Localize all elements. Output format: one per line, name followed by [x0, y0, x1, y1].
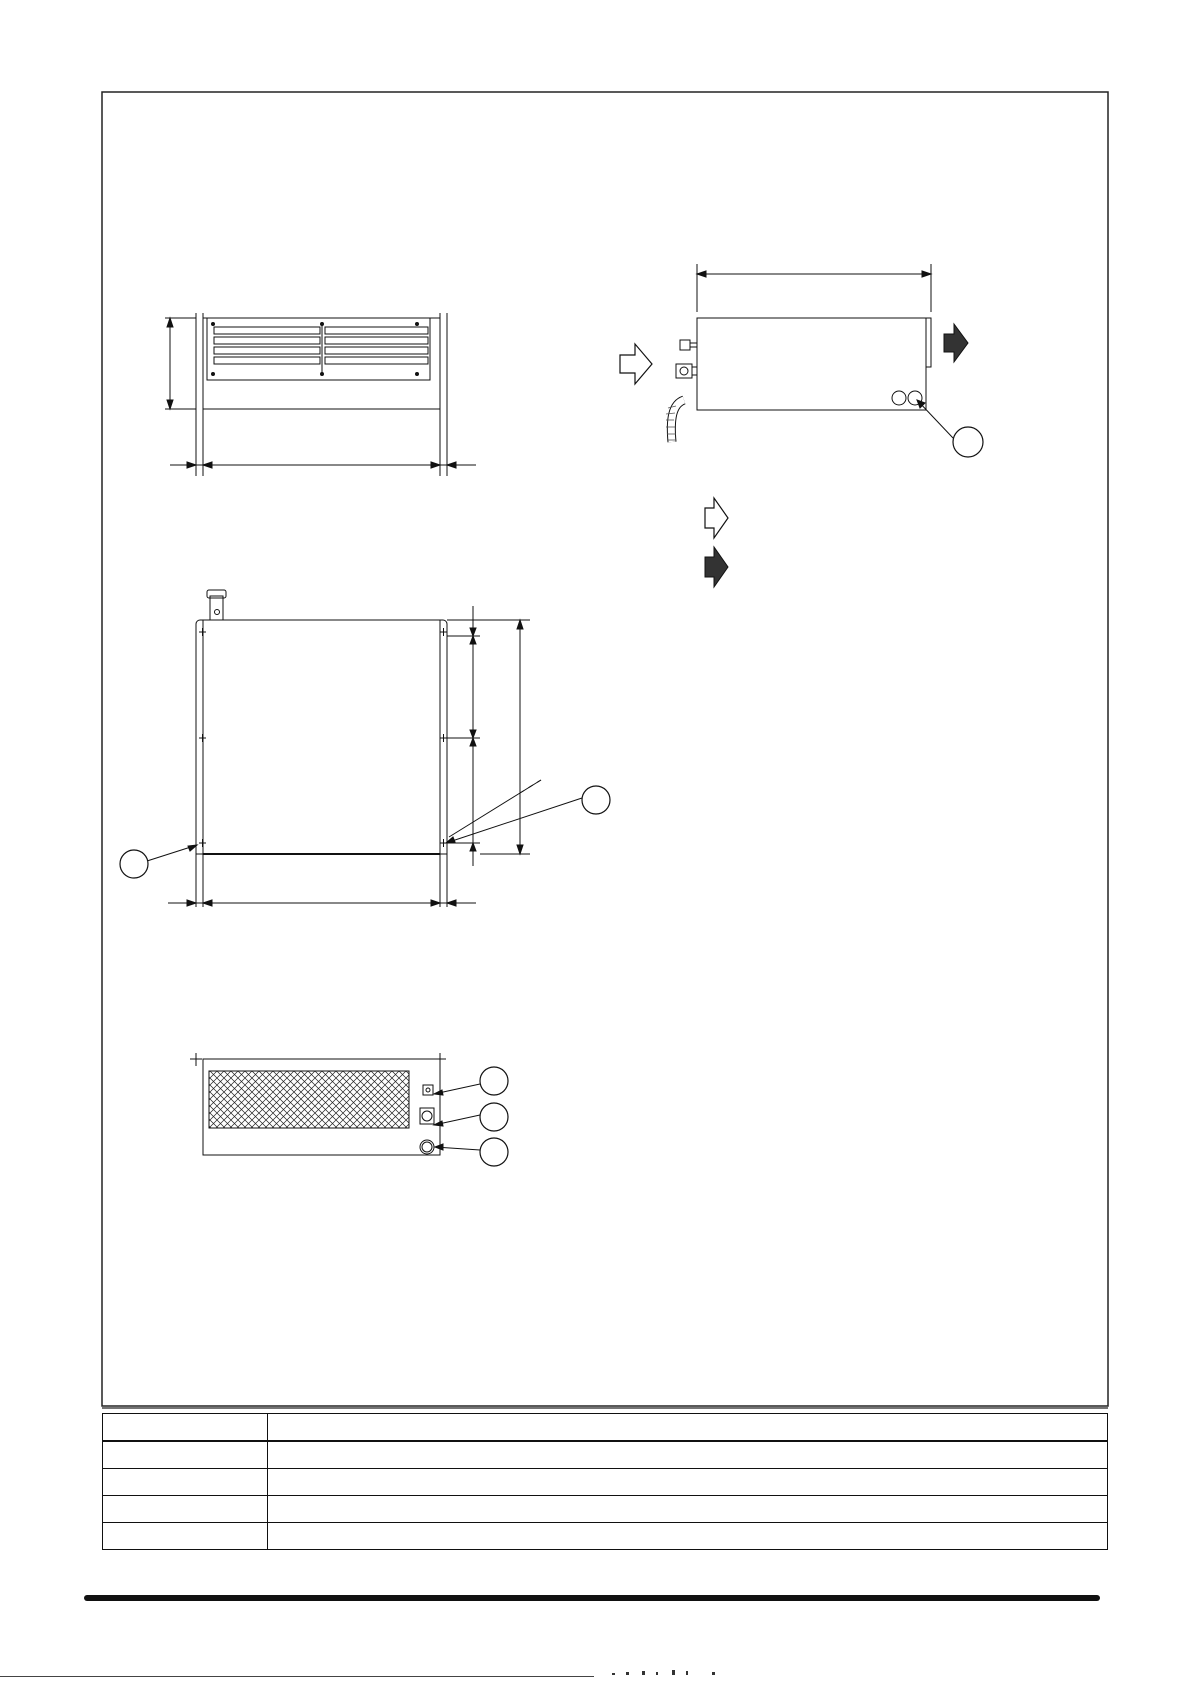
drawing-frame [102, 92, 1108, 1406]
front-view [165, 313, 476, 476]
table-cell [268, 1469, 1108, 1496]
parts-table [102, 1413, 1108, 1550]
page-footer-rule [84, 1595, 1100, 1601]
table-cell [103, 1441, 268, 1469]
balloon-rear-left [120, 850, 148, 878]
table-cell [103, 1414, 268, 1442]
balloon-rear-right [582, 786, 610, 814]
table-cell [268, 1441, 1108, 1469]
table-cell [268, 1496, 1108, 1523]
balloon-bottom-3 [480, 1138, 508, 1166]
table-row [103, 1441, 1108, 1469]
bottom-view [190, 1053, 480, 1155]
side-view [666, 264, 953, 442]
table-cell [103, 1523, 268, 1550]
table-cell [103, 1469, 268, 1496]
balloon-bottom-2 [480, 1103, 508, 1131]
table-cell [268, 1523, 1108, 1550]
table-cell [103, 1496, 268, 1523]
page-bottom-edge [0, 1676, 594, 1677]
table-row [103, 1496, 1108, 1523]
balloon-bottom-1 [480, 1067, 508, 1095]
legend-outlet-arrow-icon [705, 547, 728, 587]
page-bottom-marks [612, 1667, 730, 1679]
rear-view [147, 590, 582, 907]
air-inlet-arrow-icon [620, 344, 652, 384]
table-header-row [103, 1414, 1108, 1442]
table-row [103, 1469, 1108, 1496]
table-cell [268, 1414, 1108, 1442]
legend-inlet-arrow-icon [705, 498, 728, 538]
table-row [103, 1523, 1108, 1550]
balloon-side-view [953, 427, 983, 457]
air-outlet-arrow-icon [944, 324, 968, 362]
